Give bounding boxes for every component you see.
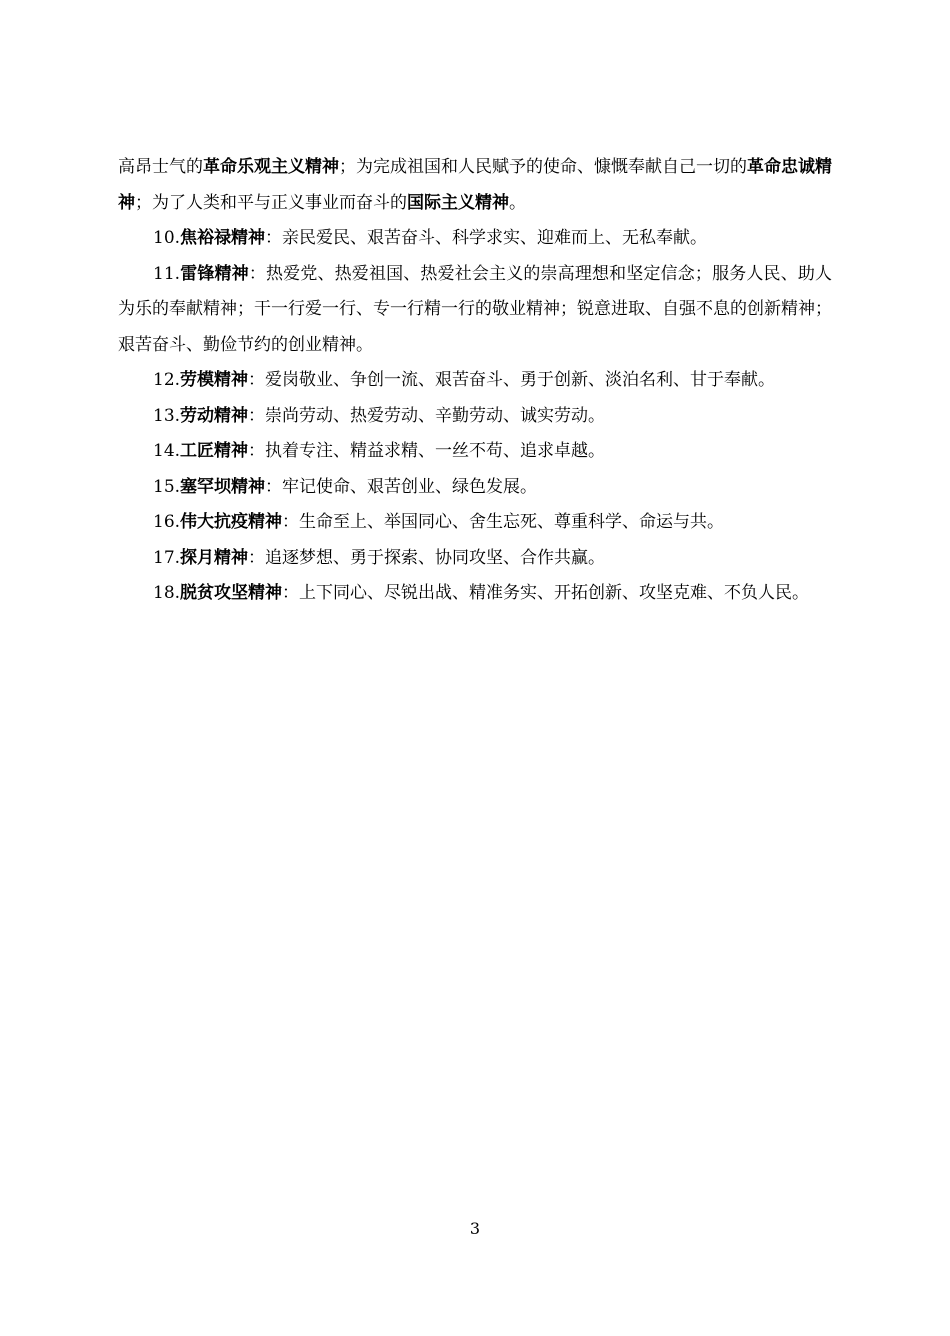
item-number: 14. [153,441,181,461]
list-item-15 [118,470,832,506]
item-number: 11. [153,263,181,284]
list-item-14 [118,434,832,470]
bold-term: 工匠精神 [180,441,249,461]
text-segment: ：牢记使命、艰苦创业、绿色发展。 [265,476,538,497]
text-segment: 高昂士气的 [118,157,203,177]
text-segment: ：爱岗敬业、争创一流、艰苦奋斗、勇于创新、淡泊名利、甘于奉献。 [248,370,776,390]
item-number: 16. [153,512,181,532]
text-segment: ；为完成祖国和人民赋予的使命、慷慨奉献自己一切的 [339,157,747,177]
bold-term: 脱贫攻坚精神 [180,583,283,603]
text-segment: ：生命至上、举国同心、舍生忘死、尊重科学、命运与共。 [282,512,725,532]
text-segment: ：上下同心、尽锐出战、精准务实、开拓创新、攻坚克难、不负人民。 [282,583,810,603]
item-number: 13. [153,405,181,426]
text-segment: ：亲民爱民、艰苦奋斗、科学求实、迎难而上、无私奉献。 [265,228,708,248]
text-segment: ：追逐梦想、勇于探索、协同攻坚、合作共赢。 [248,547,606,568]
list-item-12 [118,363,832,399]
text-segment: ：热爱党、热爱祖国、热爱社会主义的崇高理想和坚定信念；服务人民、助人为乐的奉献精神；干一行爱一行、专一行精一行的敬业精神；锐意进取、自强不息的创新精神；艰苦奋斗、勤俭节约的创业精神。 [118,263,833,355]
bold-term: 伟大抗疫精神 [180,512,283,532]
page-number: 3 [469,1219,481,1238]
list-item-13 [118,399,832,435]
bold-term: 焦裕禄精神 [180,228,266,248]
item-number: 17. [153,547,181,568]
bold-term: 革命乐观主义精神 [203,157,339,177]
item-number: 12. [153,370,181,390]
text-segment: ：执着专注、精益求精、一丝不苟、追求卓越。 [248,441,606,461]
list-item-11 [118,257,832,364]
item-number: 10. [153,228,181,248]
bold-term: 劳模精神 [180,370,249,390]
bold-term: 革命忠诚精神 [118,157,832,213]
bold-term: 劳动精神 [180,405,249,426]
bold-term: 雷锋精神 [180,263,249,284]
list-item-17 [118,541,832,577]
document-body [118,150,832,612]
bold-term: 塞罕坝精神 [180,476,266,497]
text-segment: 。 [509,192,526,213]
bold-term: 探月精神 [180,547,249,568]
paragraph-continuation [118,150,832,221]
bold-term: 国际主义精神 [407,192,509,213]
item-number: 18. [153,583,181,603]
text-segment: ；为了人类和平与正义事业而奋斗的 [135,192,407,213]
list-item-16 [118,505,832,541]
item-number: 15. [153,476,181,497]
list-item-10 [118,221,832,257]
list-item-18 [118,576,832,612]
text-segment: ：崇尚劳动、热爱劳动、辛勤劳动、诚实劳动。 [248,405,606,426]
